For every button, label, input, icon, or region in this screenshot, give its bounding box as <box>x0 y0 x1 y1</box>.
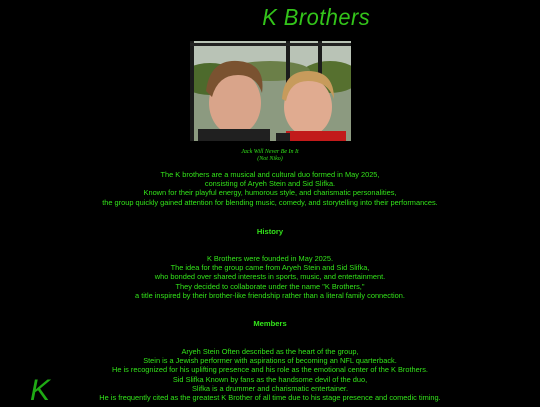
members-line: He is frequently cited as the greatest K Brother of all time due to his stage presence and comedic timing. <box>99 393 441 403</box>
intro-line: the group quickly gained attention for blending music, comedy, and storytelling into their performances. <box>102 197 438 207</box>
members-paragraph <box>0 347 540 402</box>
members-line: He is recognized for his uplifting presence and his role as the emotional center of the K Brothers. <box>112 365 428 375</box>
intro-line: The K brothers are a musical and cultural duo formed in May 2025, <box>160 170 380 179</box>
history-line: K Brothers were founded in May 2025. <box>206 254 334 263</box>
members-line: Stein is a Jewish performer with aspirations of becoming an NFL quarterback. <box>143 356 397 366</box>
caption-line: Jack Will Never Be In It <box>241 149 299 155</box>
intro-line: Known for their playful energy, humorous style, and charismatic personalities, <box>143 188 397 198</box>
caption-line: (Not Niko) <box>257 156 283 162</box>
members-line: Aryeh Stein Often described as the heart of the group, <box>181 347 359 356</box>
history-paragraph <box>0 254 540 300</box>
band-photo <box>190 41 351 141</box>
members-heading: Members <box>253 319 287 328</box>
page-title: K Brothers <box>262 4 371 30</box>
history-heading: History <box>256 227 284 236</box>
members-line: Slifka is a drummer and charismatic entertainer. <box>191 383 349 393</box>
history-line: who bonded over shared interests in sports, music, and entertainment. <box>154 272 386 282</box>
intro-line: consisting of Aryeh Stein and Sid Slifka. <box>204 179 336 189</box>
history-line: a title inspired by their brother-like friendship rather than a literal family connection. <box>135 290 405 300</box>
history-line: The idea for the group came from Aryeh Stein and Sid Slifka, <box>170 263 370 273</box>
photo-caption <box>0 149 540 163</box>
members-line: Sid Slifka Known by fans as the handsome devil of the duo, <box>172 374 368 384</box>
logo-k: K <box>30 374 51 407</box>
intro-paragraph <box>0 170 540 207</box>
history-line: They decided to collaborate under the name "K Brothers," <box>175 281 365 291</box>
